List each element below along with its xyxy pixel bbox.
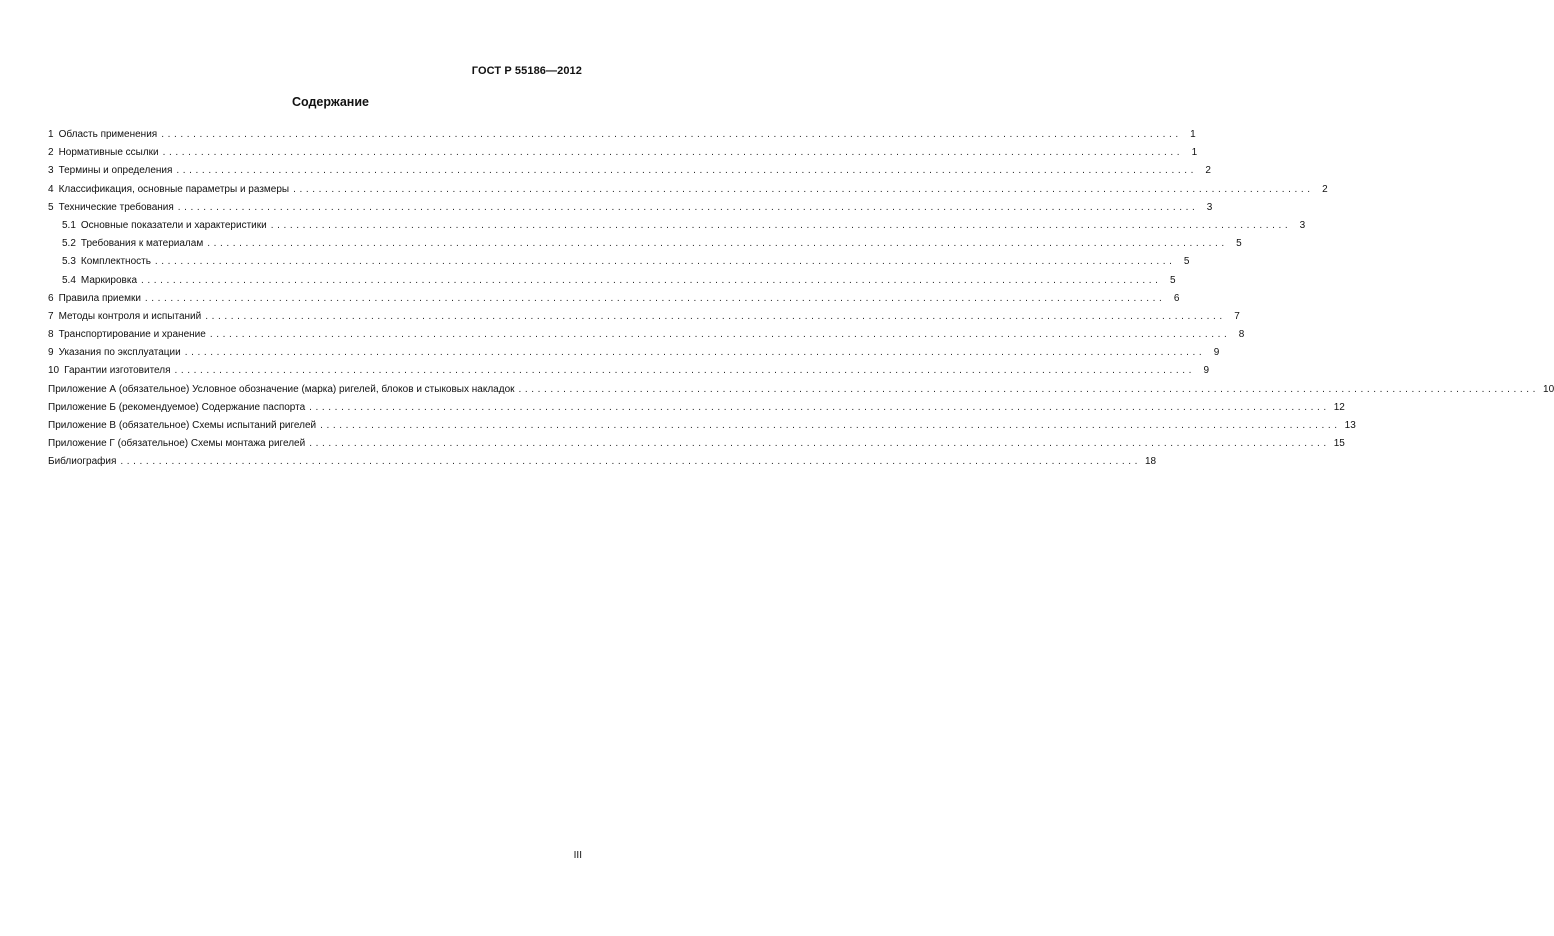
toc-entry[interactable] [48,199,1213,217]
toc-entry-title: Указания по эксплуатации [58,347,181,359]
toc-entry-page: 5 [1236,238,1242,250]
toc-entry-title: Приложение А (обязательное) Условное обозначение (марка) ригелей, блоков и стыковых накладок [48,383,515,395]
toc-entry-number: 3 [48,165,54,177]
toc-entry-number: 9 [48,347,54,359]
toc-entry-page: 1 [1191,147,1198,159]
dot-leader: ................................................................................................................................................................ [207,238,1228,250]
toc-entry[interactable] [48,290,1180,308]
toc-entry-page: 9 [1203,365,1210,377]
toc-entry-title: Маркировка [80,274,138,286]
toc-entry-title: Классификация, основные параметры и размеры [58,183,290,195]
toc-entry-number: 7 [48,310,54,322]
dot-leader: ................................................................................................................................................................ [270,219,1292,231]
toc-entry-page: 5 [1183,256,1190,268]
toc-entry-number: 5.2 [62,238,76,250]
toc-entry-page: 8 [1238,329,1245,341]
toc-entry-title: Нормативные ссылки [58,147,159,159]
toc-entry[interactable] [48,381,1554,399]
dot-leader: ................................................................................................................................................................ [161,129,1182,140]
toc-entry[interactable] [48,126,1196,144]
toc-title: Содержание [291,95,369,109]
dot-leader: ................................................................................................................................................................ [176,165,1197,177]
toc-entry[interactable] [48,326,1245,344]
toc-entry-page: 9 [1213,347,1220,359]
toc-entry[interactable] [48,235,1242,253]
toc-entry-title: Правила приемки [58,292,141,304]
dot-leader: ................................................................................................................................................................ [174,365,1196,377]
dot-leader: ................................................................................................................................................................ [162,147,1184,159]
toc-entry[interactable] [48,144,1198,162]
toc-entry-number: 10 [48,365,60,377]
toc-entry-title: Комплектность [80,256,151,268]
toc-entry-title: Область применения [58,129,158,140]
toc-entry[interactable] [48,399,1345,417]
dot-leader: ................................................................................................................................................................ [209,329,1231,341]
toc-entry-title: Методы контроля и испытаний [58,310,202,322]
document-code: ГОСТ Р 55186—2012 [471,65,582,77]
toc-entry[interactable] [48,362,1210,380]
toc-entry[interactable] [48,453,1157,471]
dot-leader: ................................................................................................................................................................ [309,438,1330,450]
toc-entry[interactable] [48,253,1190,271]
toc-entry-number: 5.3 [62,256,76,268]
dot-leader: ................................................................................................................................................................ [144,292,1166,304]
toc-entry-page: 5 [1170,274,1176,286]
toc-entry-page: 3 [1299,219,1306,231]
toc-entry-title: Библиография [48,456,117,468]
toc-entry-page: 6 [1173,292,1180,304]
toc-entry-page: 7 [1234,310,1240,322]
dot-leader: ................................................................................................................................................................ [293,183,1314,195]
toc-entry-number: 5 [48,201,54,213]
toc-entry[interactable] [48,162,1211,180]
toc-entry-title: Требования к материалам [80,238,204,250]
toc-entry-title: Гарантии изготовителя [64,365,171,377]
toc-entry[interactable] [48,308,1240,326]
dot-leader: ................................................................................................................................................................ [184,347,1206,359]
toc-entry-number: 5.1 [62,219,76,231]
toc-entry-title: Основные показатели и характеристики [80,219,267,231]
toc-entry-page: 13 [1344,420,1356,431]
dot-leader: ................................................................................................................................................................ [154,256,1176,268]
toc-entry-page: 12 [1333,401,1345,413]
dot-leader: ................................................................................................................................................................ [518,383,1540,395]
toc-entry[interactable] [48,344,1220,362]
toc-entry-page: 10 [1543,383,1554,395]
toc-entry-number: 6 [48,292,54,304]
toc-entry-number: 1 [48,129,54,140]
toc-entry[interactable] [48,272,1176,290]
toc-entry[interactable] [48,181,1328,199]
toc-entry[interactable] [48,435,1345,453]
toc-entry-title: Приложение Г (обязательное) Схемы монтажа ригелей [48,438,306,450]
toc-entry[interactable] [48,417,1356,435]
dot-leader: ................................................................................................................................................................ [120,456,1141,468]
page-number: III [573,850,582,861]
toc-entry-page: 18 [1144,456,1157,468]
toc-entry-number: 5.4 [62,274,76,286]
toc-entry-page: 1 [1190,129,1196,140]
toc-entry-number: 4 [48,183,54,195]
toc-entry-number: 2 [48,147,54,159]
dot-leader: ................................................................................................................................................................ [205,310,1226,322]
dot-leader: ................................................................................................................................................................ [141,274,1162,286]
toc-entry-title: Приложение В (обязательное) Схемы испытаний ригелей [48,420,317,431]
toc-entry-title: Технические требования [58,201,174,213]
toc-entry-page: 3 [1206,201,1213,213]
toc-entry-page: 2 [1322,183,1328,195]
toc-entry-number: 8 [48,329,54,341]
table-of-contents [48,126,1554,472]
toc-entry-title: Приложение Б (рекомендуемое) Содержание паспорта [48,401,306,413]
dot-leader: ................................................................................................................................................................ [309,401,1330,413]
toc-entry-title: Транспортирование и хранение [58,329,206,341]
toc-entry-title: Термины и определения [58,165,173,177]
toc-entry-page: 15 [1333,438,1345,450]
toc-entry-page: 2 [1205,165,1211,177]
toc-entry[interactable] [48,217,1306,235]
dot-leader: ................................................................................................................................................................ [177,201,1199,213]
dot-leader: ................................................................................................................................................................ [320,420,1341,431]
